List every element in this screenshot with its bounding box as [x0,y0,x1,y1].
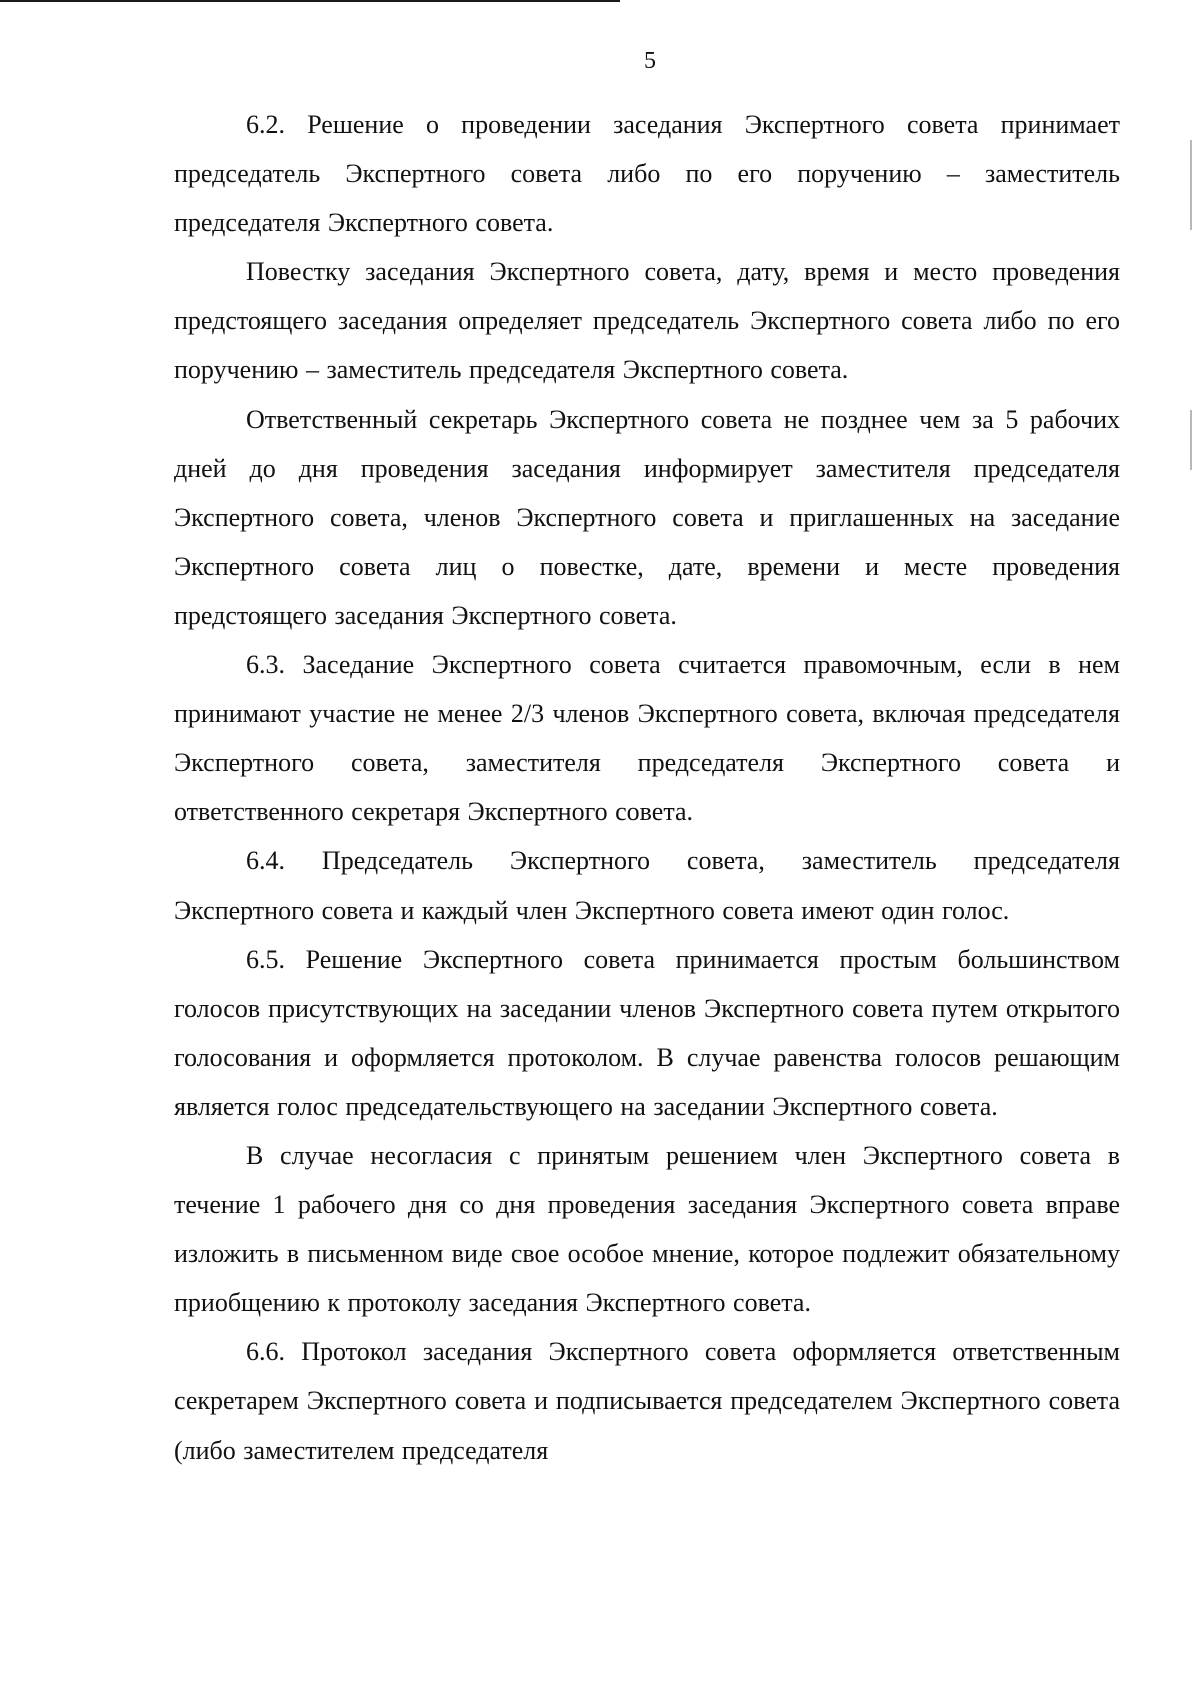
paragraph-6-2: 6.2. Решение о проведении заседания Экспертного совета принимает председатель Экспертного совета либо по его поручению – заместитель председателя Экспертного совета. [174,110,1120,238]
paragraph-agenda: Повестку заседания Экспертного совета, дату, время и место проведения предстоящего заседания определяет председатель Экспертного совета либо по его поручению – заместитель председателя Экспертного совета. [174,257,1120,385]
scan-top-rule [0,0,620,2]
scan-edge-mark [1190,410,1192,470]
paragraph-6-6: 6.6. Протокол заседания Экспертного совета оформляется ответственным секретарем Экспертного совета и подписывается председателем Экспертного совета (либо заместителем председателя [174,1337,1120,1465]
scan-right-edge [1120,0,1200,1697]
paragraph-dissent: В случае несогласия с принятым решением член Экспертного совета в течение 1 рабочего дня со дня проведения заседания Экспертного совета вправе изложить в письменном виде свое особое мнение, которое подлежит обязательному приобщению к протоколу заседания Экспертного совета. [174,1140,1120,1318]
paragraph-6-5: 6.5. Решение Экспертного совета принимается простым большинством голосов присутствующих на заседании членов Экспертного совета путем открытого голосования и оформляется протоколом. В случае равенства голосов решающим является голос председательствующего на заседании Экспертного совета. [174,944,1120,1121]
paragraph-secretary-notice: Ответственный секретарь Экспертного совета не позднее чем за 5 рабочих дней до дня проведения заседания информирует заместителя председателя Экспертного совета, членов Экспертного совета и приглашенных на заседание Экспертного совета лиц о повестке, дате, времени и месте проведения предстоящего заседания Экспертного совета. [174,404,1120,630]
paragraph-6-4: 6.4. Председатель Экспертного совета, заместитель председателя Экспертного совета и каждый член Экспертного совета имеют один голос. [174,846,1120,925]
document-body [174,100,1120,1475]
page-number: 5 [644,48,656,74]
paragraph-6-3: 6.3. Заседание Экспертного совета считается правомочным, если в нем принимают участие не менее 2/3 членов Экспертного совета, включая председателя Экспертного совета, заместителя председателя Экспертного совета и ответственного секретаря Экспертного совета. [174,650,1120,827]
scan-edge-mark [1190,140,1192,230]
